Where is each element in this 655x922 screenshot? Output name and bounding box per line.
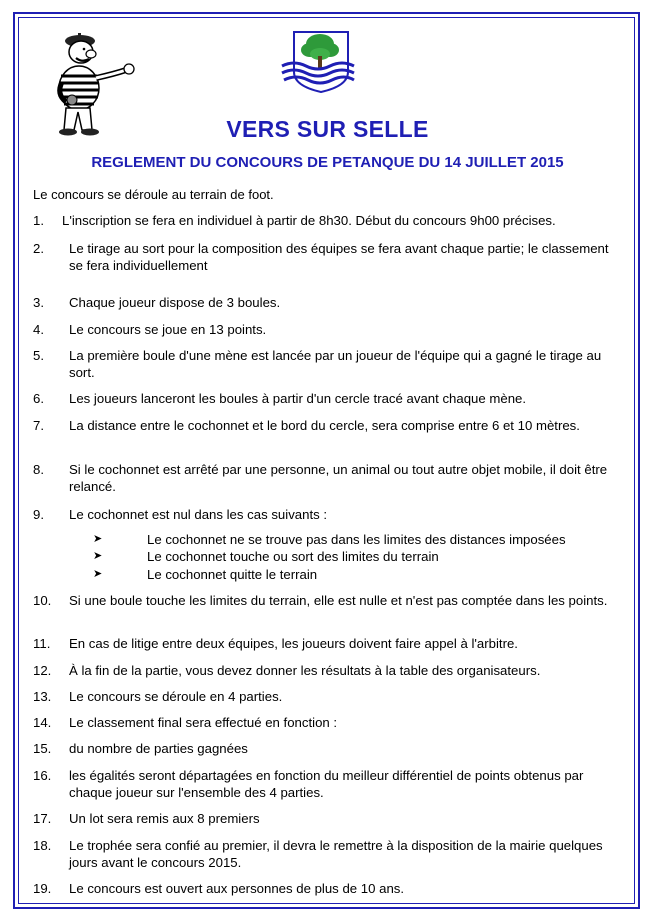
town-name: VERS SUR SELLE bbox=[226, 116, 429, 142]
rule-text: Le classement final sera effectué en fonction : bbox=[69, 715, 338, 730]
rule-number: 12. bbox=[33, 663, 52, 678]
town-logo-icon bbox=[280, 26, 360, 94]
rule-number: 10. bbox=[33, 593, 52, 608]
sub-bullet-text: Le cochonnet touche ou sort des limites du terrain bbox=[147, 549, 439, 564]
arrow-bullet-icon: ➤ bbox=[93, 550, 103, 562]
rule-text: Le concours se joue en 13 points. bbox=[69, 322, 267, 337]
rule-number: 16. bbox=[33, 768, 52, 783]
rule-number: 9. bbox=[33, 507, 44, 522]
rule-number: 17. bbox=[33, 811, 52, 826]
rule-text: En cas de litige entre deux équipes, les joueurs doivent faire appel à l'arbitre. bbox=[69, 636, 518, 651]
rule-text: L'inscription se fera en individuel à partir de 8h30. Début du concours 9h00 précises. bbox=[62, 213, 556, 228]
rule-text: Le cochonnet est nul dans les cas suivants : bbox=[69, 507, 328, 522]
rule-number: 6. bbox=[33, 391, 44, 406]
rule-text: Le concours se déroule en 4 parties. bbox=[69, 689, 283, 704]
rule-text: Le tirage au sort pour la composition des équipes se fera avant chaque partie; le classement se fera individuellement bbox=[69, 241, 609, 273]
sub-bullet-text: Le cochonnet ne se trouve pas dans les limites des distances imposées bbox=[147, 532, 566, 547]
arrow-bullet-icon: ➤ bbox=[93, 533, 103, 545]
rule-number: 15. bbox=[33, 741, 52, 756]
rule-text: La distance entre le cochonnet et le bord du cercle, sera comprise entre 6 et 10 mètres. bbox=[69, 418, 580, 433]
rule-number: 11. bbox=[33, 636, 51, 651]
rule-number: 14. bbox=[33, 715, 52, 730]
rule-text: La première boule d'une mène est lancée par un joueur de l'équipe qui a gagné le tirage au sort. bbox=[69, 348, 602, 380]
rule-text: du nombre de parties gagnées bbox=[69, 741, 248, 756]
rule-text: Le concours est ouvert aux personnes de plus de 10 ans. bbox=[69, 881, 405, 896]
rule-number: 4. bbox=[33, 322, 44, 337]
intro-text: Le concours se déroule au terrain de foot. bbox=[33, 187, 274, 202]
document-title: REGLEMENT DU CONCOURS DE PETANQUE DU 14 JUILLET 2015 bbox=[91, 154, 564, 171]
rule-text: Si une boule touche les limites du terrain, elle est nulle et n'est pas comptée dans les points. bbox=[69, 593, 608, 608]
arrow-bullet-icon: ➤ bbox=[93, 568, 103, 580]
rule-text: Les joueurs lanceront les boules à partir d'un cercle tracé avant chaque mène. bbox=[69, 391, 527, 406]
rule-number: 8. bbox=[33, 462, 44, 477]
rule-text: Si le cochonnet est arrêté par une personne, un animal ou tout autre objet mobile, il doit être relancé. bbox=[69, 462, 608, 494]
rule-number: 5. bbox=[33, 348, 44, 363]
rule-text: À la fin de la partie, vous devez donner les résultats à la table des organisateurs. bbox=[69, 663, 541, 678]
rule-number: 1. bbox=[33, 213, 44, 228]
rule-text: Le trophée sera confié au premier, il devra le remettre à la disposition de la mairie quelques jours avant le concours 2015. bbox=[69, 838, 603, 870]
rule-number: 18. bbox=[33, 838, 52, 853]
rule-number: 2. bbox=[33, 241, 44, 256]
rule-number: 19. bbox=[33, 881, 52, 896]
rule-number: 7. bbox=[33, 418, 44, 433]
sub-bullet-text: Le cochonnet quitte le terrain bbox=[147, 567, 318, 582]
rule-number: 13. bbox=[33, 689, 52, 704]
rule-number: 3. bbox=[33, 295, 44, 310]
rule-text: les égalités seront départagées en fonction du meilleur différentiel de points obtenus par chaque joueur sur l'ensemble des 4 parties. bbox=[69, 768, 584, 800]
rule-text: Chaque joueur dispose de 3 boules. bbox=[69, 295, 281, 310]
rule-text: Un lot sera remis aux 8 premiers bbox=[69, 811, 260, 826]
